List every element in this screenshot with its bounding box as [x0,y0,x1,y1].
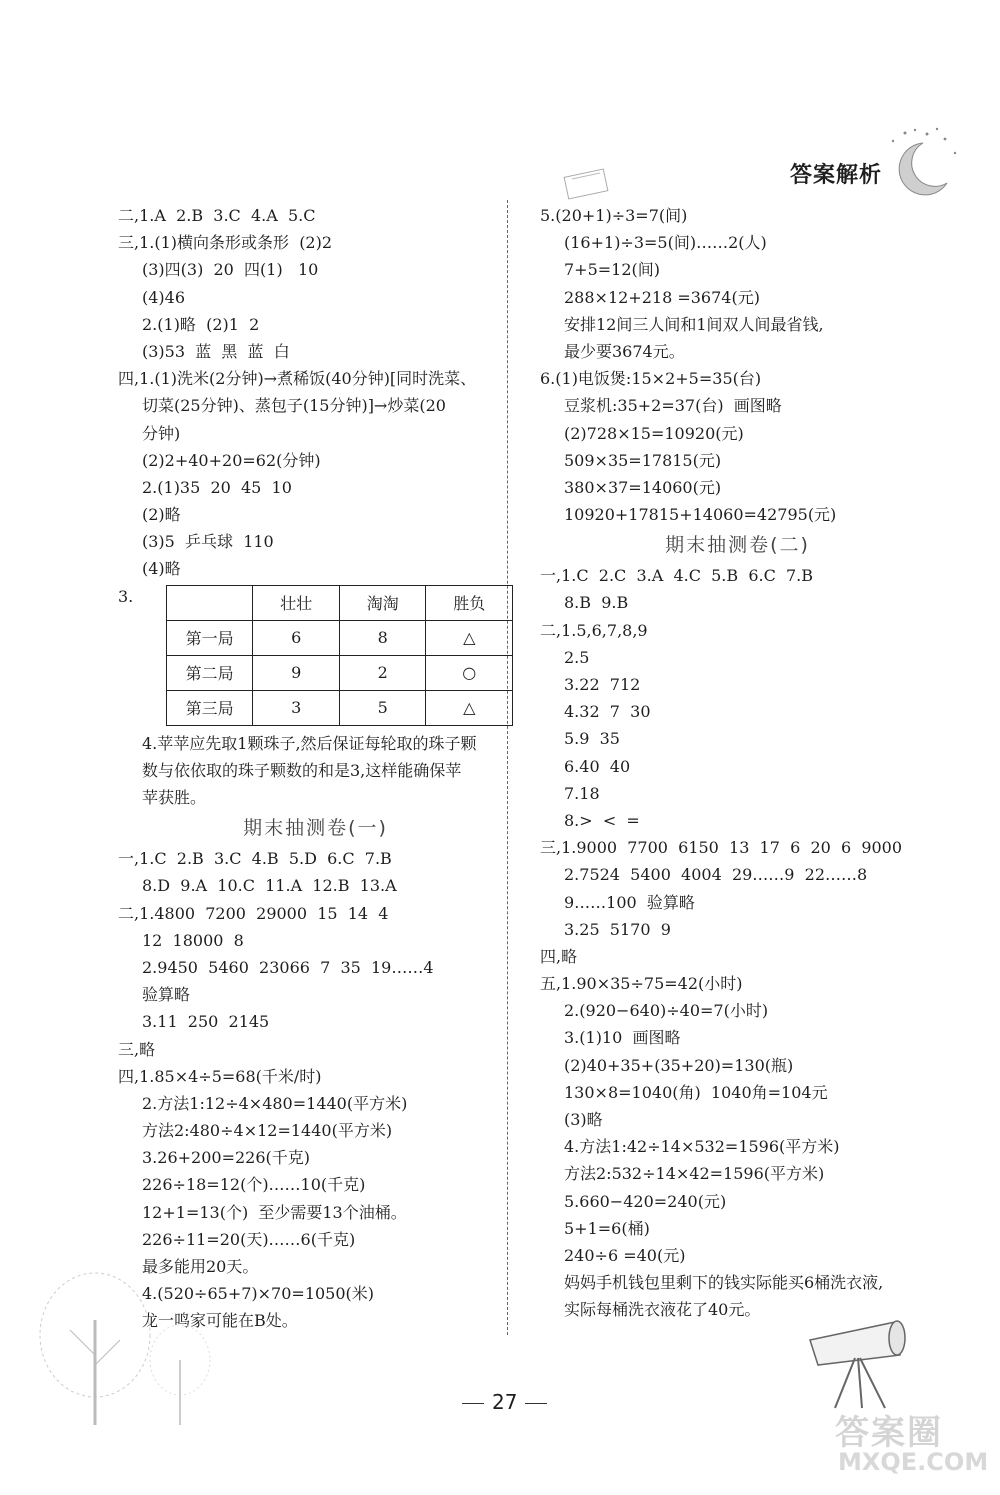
answer-line: 3.11 250 2145 [142,1012,270,1032]
telescope-illustration [800,1310,920,1410]
section-title-2: 期末抽测卷(二) [665,534,810,557]
right-answer-block-2 [540,562,935,1323]
answer-line: 7+5=12(间) [564,260,661,280]
answer-line: 226÷11=20(天)……6(千克) [142,1229,356,1249]
answer-line: 龙一鸣家可能在B处。 [142,1311,298,1331]
answer-line: 3.25 5170 9 [564,919,671,939]
sketch-icon [560,165,620,205]
answer-line: 5.(20+1)÷3=7(间) [540,206,688,225]
answer-line: 5.9 35 [564,729,620,749]
answer-line: (4)46 [142,287,186,307]
table-cell: 第二局 [166,655,253,690]
answer-line: 4.方法1:42÷14×532=1596(平方米) [564,1137,840,1157]
answer-line: 8.B 9.B [564,593,629,613]
score-table [166,585,513,726]
answer-line: 妈妈手机钱包里剩下的钱实际能买6桶洗衣液, [564,1273,884,1293]
page-number-dash-right [525,1403,547,1404]
table-cell: 3 [253,690,340,725]
answer-line: 四,1.(1)洗米(2分钟)→煮稀饭(40分钟)[同时洗菜、 [118,369,477,389]
answer-line: 6.(1)电饭煲:15×2+5=35(台) [540,369,762,389]
answer-line: 288×12+218 =3674(元) [564,287,760,307]
answer-line: 4.32 7 30 [564,702,651,722]
page-number [454,1390,555,1414]
answer-line: 验算略 [142,985,191,1005]
answer-line: 最多能用20天。 [142,1257,259,1276]
left-answer-block-2 [118,730,513,812]
tree-illustration [20,1260,240,1430]
table-cell: △ [426,620,513,655]
table-cell: ○ [426,655,513,690]
answer-line: 2.(1)略 (2)1 2 [142,314,260,334]
answer-line: 二,1.A 2.B 3.C 4.A 5.C [118,206,316,225]
answer-line: (3)5 乒乓球 110 [142,532,274,552]
answer-line: 一,1.C 2.B 3.C 4.B 5.D 6.C 7.B [118,849,392,869]
section-title-1: 期末抽测卷(一) [243,817,388,840]
answer-line: 2.(1)35 20 45 10 [142,477,292,497]
right-column [540,202,935,1324]
answer-line: 8.D 9.A 10.C 11.A 12.B 13.A [142,876,397,896]
table-header-row [166,585,512,620]
answer-line: 方法2:480÷4×12=1440(平方米) [142,1121,393,1141]
table-header-cell: 胜负 [426,585,513,620]
answer-line: 509×35=17815(元) [564,450,722,470]
answer-line: 安排12间三人间和1间双人间最省钱, [564,314,824,334]
score-table-block [118,583,513,730]
answer-line: 一,1.C 2.C 3.A 4.C 5.B 6.C 7.B [540,566,814,586]
answer-line: 3.26+200=226(千克) [142,1148,311,1168]
table-header-cell [166,585,253,620]
answer-line: 12 18000 8 [142,930,244,950]
table-cell: 9 [253,655,340,690]
table-row [166,655,512,690]
table-cell: △ [426,690,513,725]
answer-line: 三,略 [118,1039,156,1059]
answer-line: 130×8=1040(角) 1040角=104元 [564,1082,828,1102]
answer-line: 3.22 712 [564,675,641,694]
answer-line: 2.7524 5400 4004 29……9 22……8 [564,865,868,885]
answer-line: 3.(1)10 画图略 [564,1028,681,1048]
answer-line: (2)2+40+20=62(分钟) [142,450,321,470]
answer-line: 二,1.4800 7200 29000 15 14 4 [118,903,389,923]
answer-line: 240÷6 =40(元) [564,1245,686,1265]
answer-line: 9……100 验算略 [564,892,695,912]
answer-line: (4)略 [142,559,181,579]
answer-line: 方法2:532÷14×42=1596(平方米) [564,1164,825,1184]
answer-line: 2.方法1:12÷4×480=1440(平方米) [142,1093,408,1113]
table-cell: 8 [339,620,426,655]
table-header-cell: 壮壮 [253,585,340,620]
left-answer-block-1 [118,202,513,583]
answer-line: 12+1=13(个) 至少需要13个油桶。 [142,1202,407,1222]
table-cell: 6 [253,620,340,655]
table-header-cell: 淘淘 [339,585,426,620]
answer-line: 6.40 40 [564,756,631,776]
answer-line: 分钟) [142,423,181,443]
page-number-dash-left [462,1403,484,1404]
answer-line: (2)略 [142,505,181,525]
answer-line: 最少要3674元。 [564,341,685,361]
answer-line: 切菜(25分钟)、蒸包子(15分钟)]→炒菜(20 [142,396,446,416]
answer-line: 豆浆机:35+2=37(台) 画图略 [564,396,782,416]
answer-line: (2)728×15=10920(元) [564,423,744,443]
watermark-logo: 答案圈 [835,1413,943,1453]
answer-line: 实际每桶洗衣液花了40元。 [564,1300,761,1320]
answer-line: (16+1)÷3=5(间)……2(人) [564,233,767,253]
answer-line: 数与依依取的珠子颗数的和是3,这样能确保苹 [142,760,462,780]
header-title: 答案解析 [790,163,883,188]
answer-line: 2.5 [564,647,590,667]
moon-icon [885,125,965,200]
watermark-url: MXQE.COM [838,1448,989,1476]
answer-line: 4.(520÷65+7)×70=1050(米) [142,1284,375,1304]
answer-line: 7.18 [564,783,600,803]
answer-line: 二,1.5,6,7,8,9 [540,620,648,640]
table-cell: 第三局 [166,690,253,725]
answer-line: 4.苹苹应先取1颗珠子,然后保证每轮取的珠子颗 [142,733,477,753]
answer-line: 四,略 [540,946,578,966]
table-cell: 5 [339,690,426,725]
answer-line: (2)40+35+(35+20)=130(瓶) [564,1055,794,1075]
left-column [118,202,513,1335]
answer-line: (3)53 蓝 黑 蓝 白 [142,341,290,361]
answer-line: 226÷18=12(个)……10(千克) [142,1175,366,1195]
answer-line: 5.660−420=240(元) [564,1191,727,1211]
answer-line: 五,1.90×35÷75=42(小时) [540,974,743,994]
answer-line: 5+1=6(桶) [564,1218,650,1238]
answer-line: (3)略 [564,1110,603,1129]
answer-line: 三,1.9000 7700 6150 13 17 6 20 6 9000 [540,838,903,858]
table-row [166,690,512,725]
table-row [166,620,512,655]
page-number-text: 27 [492,1390,518,1414]
answer-line: 三,1.(1)横向条形或条形 (2)2 [118,233,333,253]
table-cell: 2 [339,655,426,690]
table-cell: 第一局 [166,620,253,655]
answer-line: 8.> < = [564,810,640,830]
right-answer-block-1 [540,202,935,528]
answer-line: 380×37=14060(元) [564,477,722,497]
table-number: 3. [118,586,134,606]
answer-line: (3)四(3) 20 四(1) 10 [142,260,319,280]
answer-line: 四,1.85×4÷5=68(千米/时) [118,1066,322,1086]
answer-line: 2.(920−640)÷40=7(小时) [564,1001,769,1021]
answer-line: 2.9450 5460 23066 7 35 19……4 [142,957,434,977]
answer-line: 10920+17815+14060=42795(元) [564,505,837,525]
answer-line: 苹获胜。 [142,788,207,807]
